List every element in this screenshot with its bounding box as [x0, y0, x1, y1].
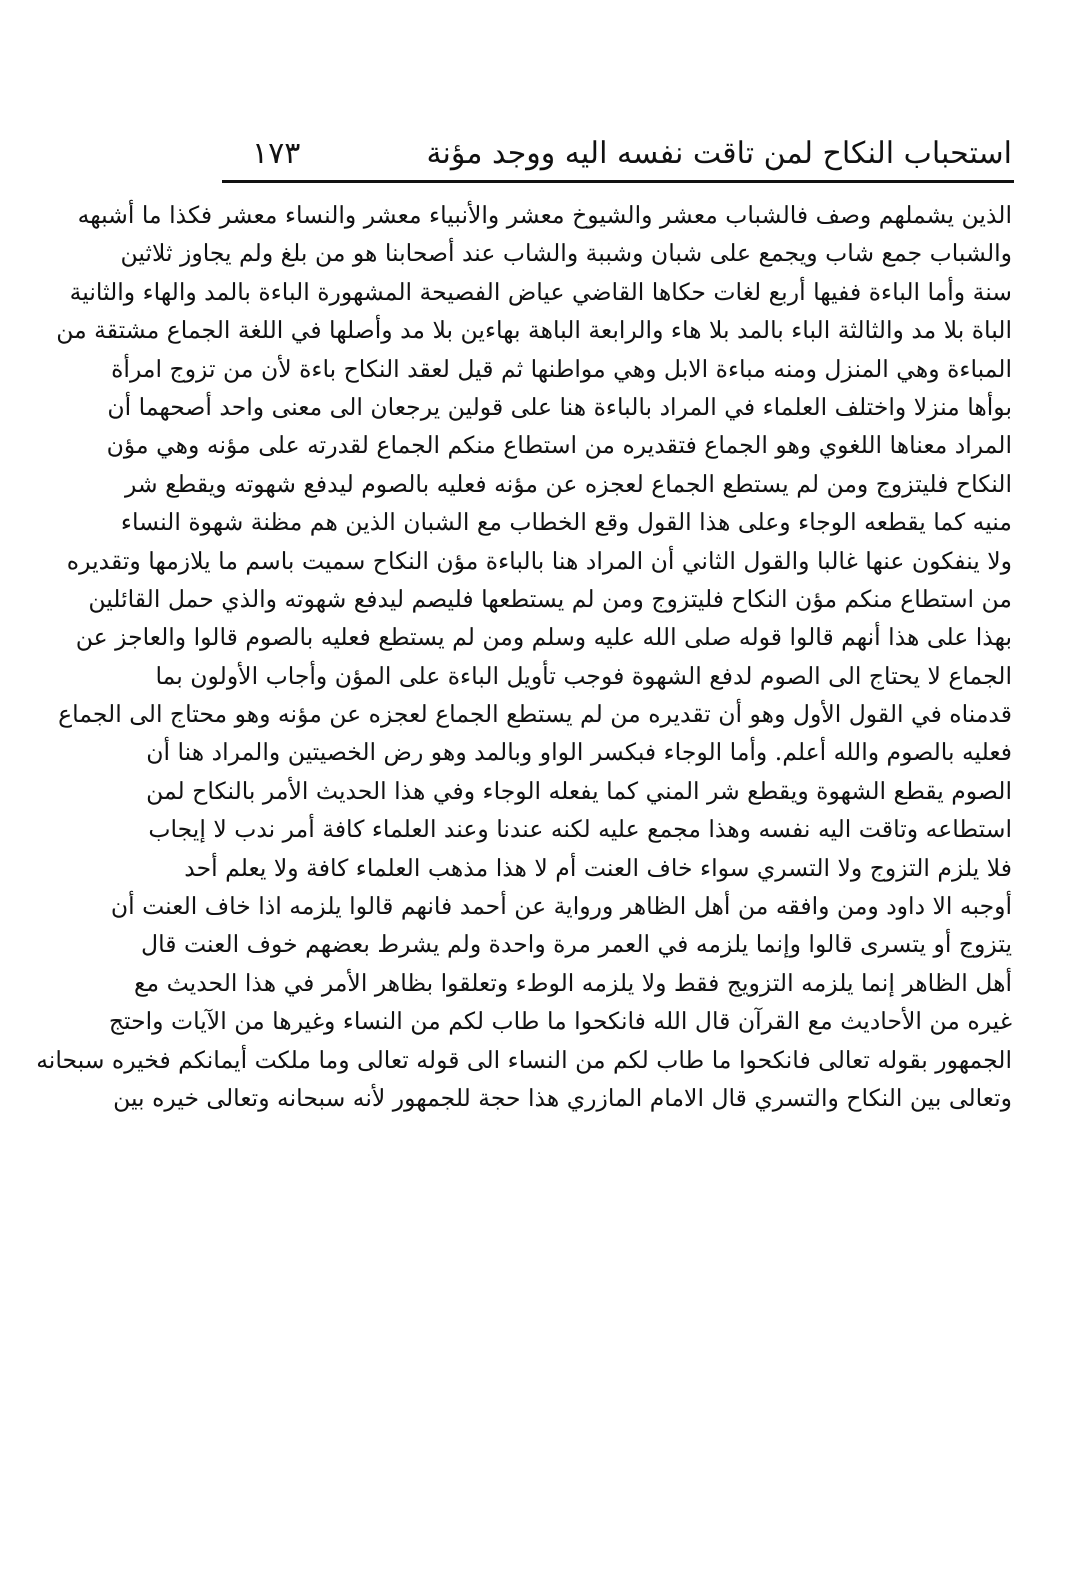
running-title: استحباب النكاح لمن تاقت نفسه اليه ووجد مؤنة: [426, 136, 1012, 171]
header-rule: [222, 180, 1014, 183]
text-line: فعليه بالصوم والله أعلم. وأما الوجاء فبكسر الواو وبالمد وهو رض الخصيتين والمراد هنا أن: [146, 738, 1012, 767]
text-line: بهذا على هذا أنهم قالوا قوله صلى الله عليه وسلم ومن لم يستطع فعليه بالصوم قالوا والعاجز عن: [75, 623, 1012, 652]
text-line: الصوم يقطع الشهوة ويقطع شر المني كما يفعله الوجاء وفي هذا الحديث الأمر بالنكاح لمن: [146, 776, 1012, 805]
text-line: سنة وأما الباءة ففيها أربع لغات حكاها القاضي عياض الفصيحة المشهورة الباءة بالمد والهاء والثانية: [69, 277, 1012, 306]
page-header: [222, 132, 1012, 178]
body-text: [36, 196, 1012, 1117]
text-line: الجماع لا يحتاج الى الصوم لدفع الشهوة فوجب تأويل الباءة على المؤن وأجاب الأولون بما: [155, 661, 1012, 690]
text-line: أهل الظاهر إنما يلزمه التزويج فقط ولا يلزمه الوطء وتعلقوا بظاهر الأمر في هذا الحديث مع: [134, 968, 1012, 997]
text-line: والشباب جمع شاب ويجمع على شبان وشببة والشاب عند أصحابنا هو من بلغ ولم يجاوز ثلاثين: [120, 239, 1012, 268]
text-line: بوأها منزلا واختلف العلماء في المراد بالباءة هنا على قولين يرجعان الى معنى واحد أصحهما أن: [107, 392, 1012, 421]
text-line: غيره من الأحاديث مع القرآن قال الله فانكحوا ما طاب لكم من النساء وغيرها من الآيات واحتج: [108, 1007, 1012, 1036]
text-line: قدمناه في القول الأول وهو أن تقديره من لم يستطع الجماع لعجزه عن مؤنه وهو محتاج الى الجماع: [58, 700, 1012, 729]
text-line: النكاح فليتزوج ومن لم يستطع الجماع لعجزه عن مؤنه فعليه بالصوم ليدفع شهوته ويقطع شر: [124, 469, 1012, 498]
text-line: وتعالى بين النكاح والتسري قال الامام المازري هذا حجة للجمهور لأنه سبحانه وتعالى خيره بين: [113, 1083, 1012, 1112]
text-line: المباءة وهي المنزل ومنه مباءة الابل وهي مواطنها ثم قيل لعقد النكاح باءة لأن من تزوج امرأة: [111, 354, 1012, 383]
text-line: ولا ينفكون عنها غالبا والقول الثاني أن المراد هنا بالباءة مؤن النكاح سميت باسم ما يلازمها وتقديره: [66, 546, 1012, 575]
text-line: منيه كما يقطعه الوجاء وعلى هذا القول وقع الخطاب مع الشبان الذين هم مظنة شهوة النساء: [120, 508, 1012, 537]
page-number: ١٧٣: [252, 136, 301, 171]
text-line: استطاعه وتاقت اليه نفسه وهذا مجمع عليه لكنه عندنا وعند العلماء كافة أمر ندب لا إيجاب: [148, 815, 1012, 844]
text-line: الجمهور بقوله تعالى فانكحوا ما طاب لكم من النساء الى قوله تعالى وما ملكت أيمانكم فخيره سبحانه: [36, 1045, 1012, 1074]
text-line: المراد معناها اللغوي وهو الجماع فتقديره من استطاع منكم الجماع لقدرته على مؤنه وهي مؤن: [106, 431, 1012, 460]
text-line: من استطاع منكم مؤن النكاح فليتزوج ومن لم يستطعها فليصم ليدفع شهوته والذي حمل القائلين: [88, 584, 1012, 613]
text-line: الباة بلا مد والثالثة الباء بالمد بلا هاء والرابعة الباهة بهاءين بلا مد وأصلها في اللغة الجماع مشتقة من: [56, 316, 1012, 345]
text-line: فلا يلزم التزوج ولا التسري سواء خاف العنت أم لا هذا مذهب العلماء كافة ولا يعلم أحد: [184, 853, 1012, 882]
text-line: يتزوج أو يتسرى قالوا وإنما يلزمه في العمر مرة واحدة ولم يشرط بعضهم خوف العنت قال: [141, 930, 1012, 959]
text-line: أوجبه الا داود ومن وافقه من أهل الظاهر ورواية عن أحمد فانهم قالوا يلزمه اذا خاف العنت أن: [110, 892, 1012, 921]
text-line: الذين يشملهم وصف فالشباب معشر والشيوخ معشر والأنبياء معشر والنساء معشر فكذا ما أشبهه: [77, 201, 1012, 229]
